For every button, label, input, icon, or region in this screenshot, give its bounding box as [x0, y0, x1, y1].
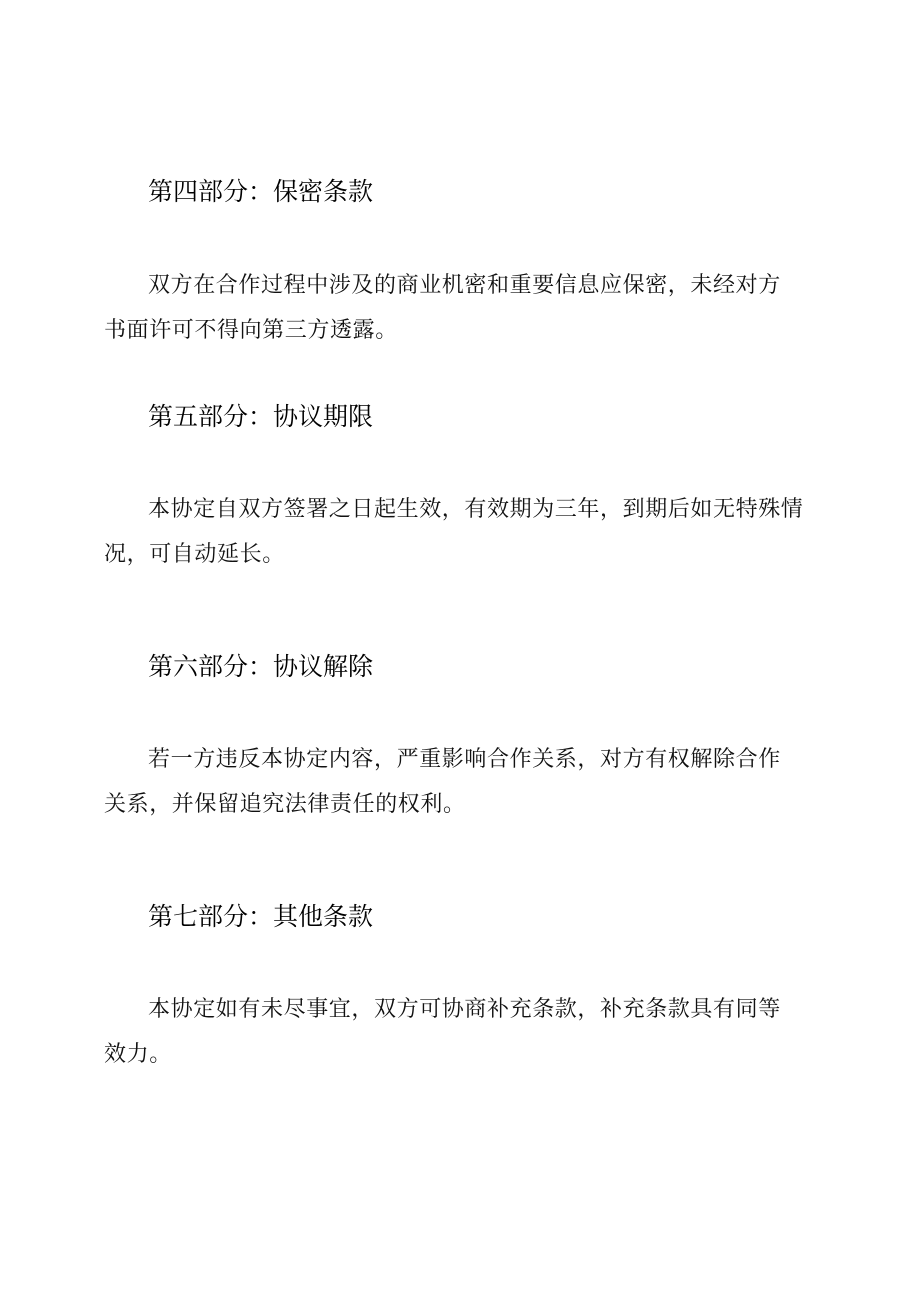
- section-paragraph: [104, 263, 804, 353]
- section-heading: 第七部分：其他条款: [148, 902, 374, 931]
- paragraph-line: 若一方违反本协定内容，严重影响合作关系，对方有权解除合作: [148, 747, 781, 772]
- paragraph-line: 本协定如有未尽事宜，双方可协商补充条款，补充条款具有同等: [148, 997, 781, 1022]
- section-paragraph: [104, 487, 804, 577]
- paragraph-line: 书面许可不得向第三方透露。: [104, 318, 398, 343]
- paragraph-line: 双方在合作过程中涉及的商业机密和重要信息应保密，未经对方: [148, 273, 781, 298]
- section-heading: 第四部分：保密条款: [148, 177, 374, 206]
- section-heading: 第五部分：协议期限: [148, 402, 374, 431]
- section-other-terms: [104, 901, 804, 1077]
- section-heading: 第六部分：协议解除: [148, 652, 374, 681]
- section-term: [104, 401, 804, 577]
- paragraph-line: 况，可自动延长。: [104, 542, 285, 567]
- section-paragraph: [104, 737, 804, 827]
- paragraph-line: 效力。: [104, 1042, 172, 1067]
- paragraph-line: 关系，并保留追究法律责任的权利。: [104, 792, 466, 817]
- section-paragraph: [104, 987, 804, 1077]
- section-confidentiality: [104, 176, 804, 353]
- section-termination: [104, 651, 804, 827]
- paragraph-line: 本协定自双方签署之日起生效，有效期为三年，到期后如无特殊情: [148, 497, 804, 522]
